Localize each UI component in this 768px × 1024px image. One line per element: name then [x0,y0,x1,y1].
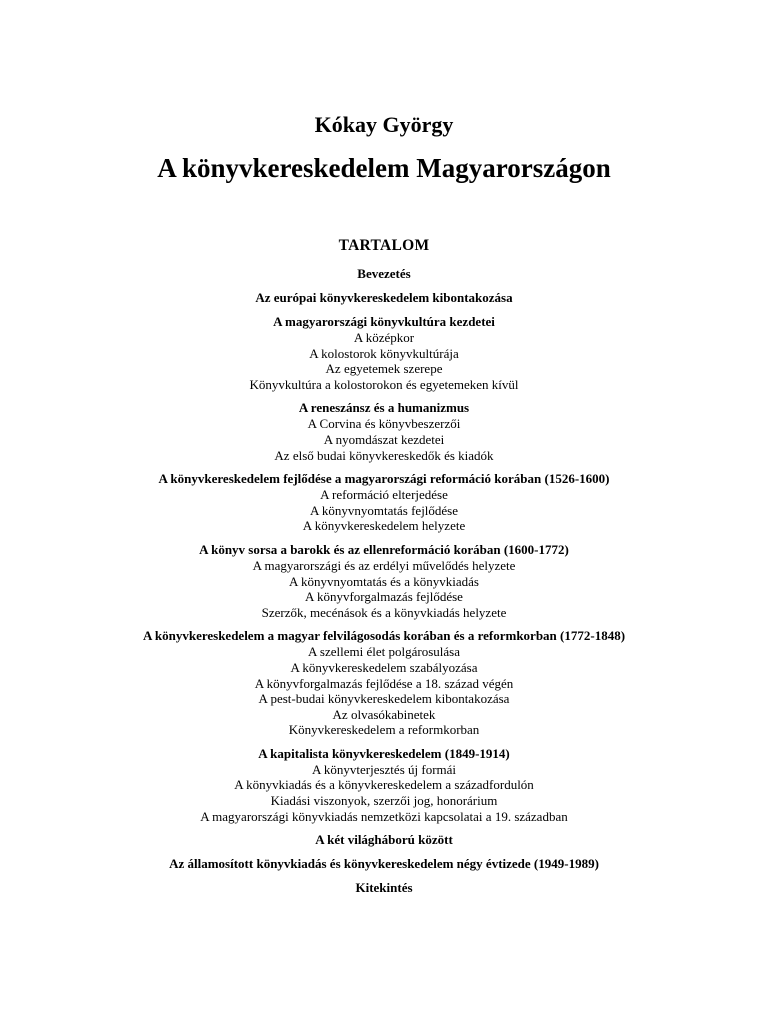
toc-section [0,628,768,738]
toc-subsection: A magyarországi és az erdélyi művelődés helyzete [252,557,516,573]
toc-subsection: A szellemi élet polgárosulása [308,644,460,660]
toc-subsection: Szerzők, mecénások és a könyvkiadás helyzete [261,604,507,620]
toc-section-title: A könyvkereskedelem fejlődése a magyarországi reformáció korában (1526-1600) [158,471,610,487]
toc-section-title: Kitekintés [355,880,413,896]
toc-section-title: A kapitalista könyvkereskedelem (1849-1914) [258,745,510,761]
toc-subsection: A reformáció elterjedése [320,487,448,503]
toc-section [0,471,768,534]
toc-subsection: A könyvkereskedelem helyzete [302,518,466,534]
toc-subsection: A könyvforgalmazás fejlődése a 18. század végén [254,675,514,691]
table-of-contents [0,266,768,904]
toc-subsection: Könyvkereskedelem a reformkorban [288,722,480,738]
toc-section-title: A könyv sorsa a barokk és az ellenreformáció korában (1600-1772) [199,541,569,557]
toc-subsection: Az első budai könyvkereskedők és kiadók [274,447,494,463]
toc-subsection: A könyvkereskedelem szabályozása [290,659,478,675]
toc-section [0,290,768,306]
book-title: A könyvkereskedelem Magyarországon [157,153,611,183]
toc-subsection: A kolostorok könyvkultúrája [309,345,459,361]
toc-subsection: A középkor [353,330,415,345]
toc-section [0,746,768,824]
toc-section-title: A magyarországi könyvkultúra kezdetei [273,314,495,329]
toc-section-title: Az európai könyvkereskedelem kibontakozása [255,290,513,305]
toc-subsection: Kiadási viszonyok, szerzői jog, honorárium [270,793,498,809]
toc-section [0,542,768,620]
toc-section-title: Bevezetés [357,266,411,281]
toc-subsection: A nyomdászat kezdetei [323,431,445,447]
toc-section [0,314,768,392]
toc-subsection: Könyvkultúra a kolostorokon és egyetemeken kívül [249,376,519,392]
toc-section [0,266,768,282]
toc-section-title: A két világháború között [315,832,453,848]
toc-subsection: A könyvkiadás és a könyvkereskedelem a századfordulón [234,777,534,793]
author-name: Kókay György [314,112,454,137]
toc-section-title: Az államosított könyvkiadás és könyvkereskedelem négy évtizede (1949-1989) [169,856,599,872]
toc-section-title: A reneszánsz és a humanizmus [298,400,470,416]
toc-subsection: A könyvnyomtatás és a könyvkiadás [289,573,479,589]
toc-subsection: A könyvterjesztés új formái [311,761,457,777]
toc-heading: TARTALOM [338,237,430,254]
toc-section [0,856,768,872]
toc-section [0,832,768,848]
toc-section [0,880,768,896]
toc-subsection: A könyvforgalmazás fejlődése [305,589,463,605]
toc-section-title: A könyvkereskedelem a magyar felvilágosodás korában és a reformkorban (1772-1848) [142,628,626,644]
toc-subsection: A magyarországi könyvkiadás nemzetközi kapcsolatai a 19. században [200,808,568,824]
toc-subsection: Az egyetemek szerepe [325,361,443,377]
toc-section [0,400,768,463]
toc-subsection: Az olvasókabinetek [332,706,436,722]
toc-subsection: A könyvnyomtatás fejlődése [309,502,459,518]
toc-subsection: A pest-budai könyvkereskedelem kibontakozása [258,691,510,707]
toc-subsection: A Corvina és könyvbeszerzői [307,416,461,432]
